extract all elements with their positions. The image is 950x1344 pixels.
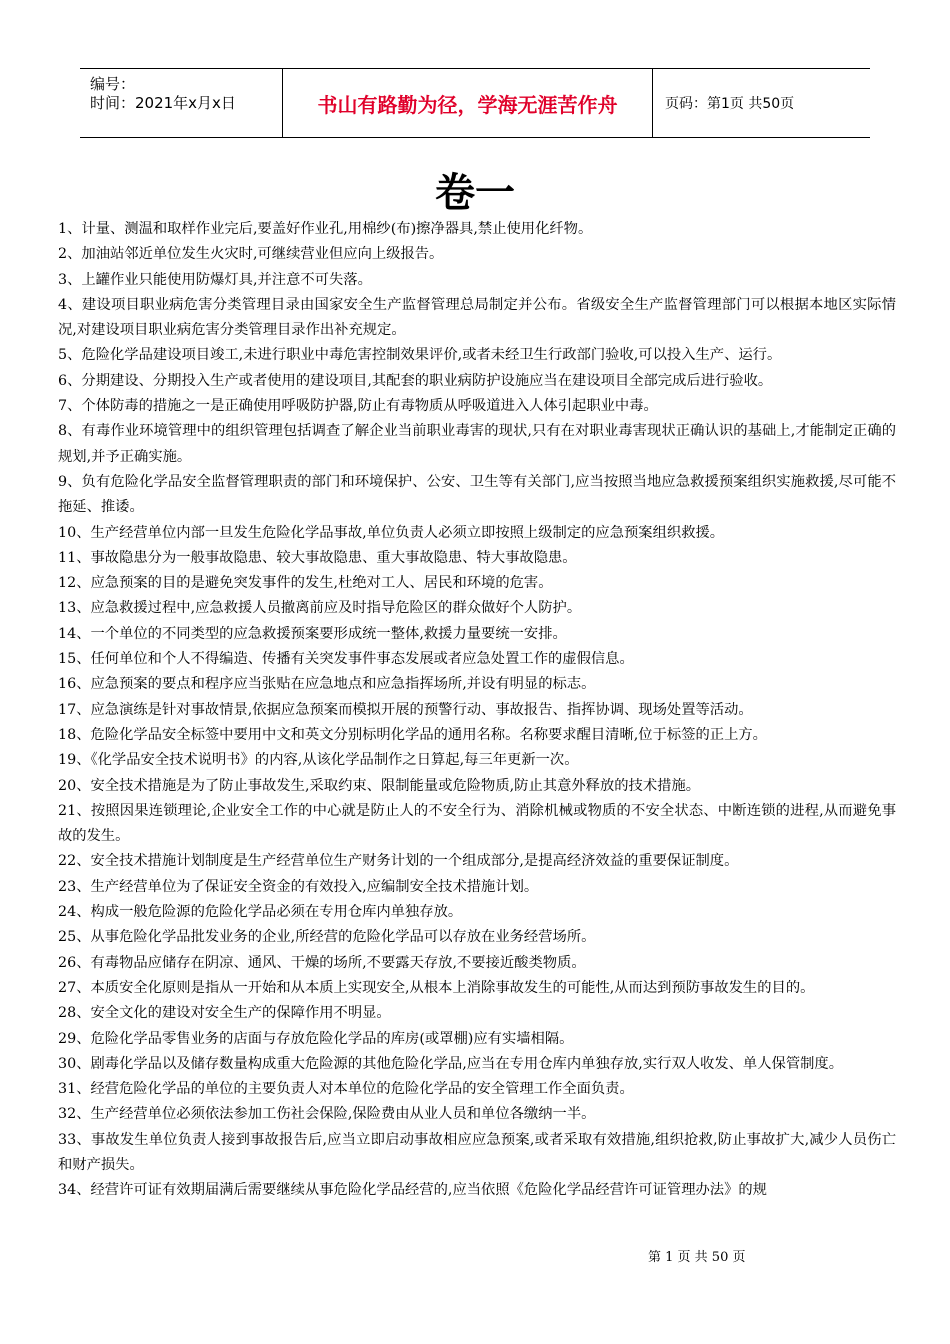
document-date: 时间：2021年x月x日 xyxy=(90,94,236,112)
question-item: 20、安全技术措施是为了防止事故发生,采取约束、限制能量或危险物质,防止其意外释放的技术措施。 xyxy=(58,777,701,794)
question-item: 9、负有危险化学品安全监督管理职责的部门和环境保护、公安、卫生等有关部门,应当按照当地应急救援预案组织实施救援,尽可能不拖延、推诿。 xyxy=(58,473,896,516)
question-item: 25、从事危险化学品批发业务的企业,所经营的危险化学品可以存放在业务经营场所。 xyxy=(58,929,596,946)
question-item: 19、《化学品安全技术说明书》的内容,从该化学品制作之日算起,每三年更新一次。 xyxy=(58,752,579,769)
question-item: 27、本质安全化原则是指从一开始和从本质上实现安全,从根本上消除事故发生的可能性,从而达到预防事故发生的目的。 xyxy=(58,979,815,996)
question-item: 11、事故隐患分为一般事故隐患、较大事故隐患、重大事故隐患、特大事故隐患。 xyxy=(58,549,577,566)
question-item: 17、应急演练是针对事故情景,依据应急预案而模拟开展的预警行动、事故报告、指挥协调、现场处置等活动。 xyxy=(58,701,753,718)
question-item: 16、应急预案的要点和程序应当张贴在应急地点和应急指挥场所,并设有明显的标志。 xyxy=(58,676,596,693)
question-item: 21、按照因果连锁理论,企业安全工作的中心就是防止人的不安全行为、消除机械或物质的不安全状态、中断连锁的进程,从而避免事故的发生。 xyxy=(58,802,896,845)
question-item: 33、事故发生单位负责人接到事故报告后,应当立即启动事故相应应急预案,或者采取有效措施,组织抢救,防止事故扩大,减少人员伤亡和财产损失。 xyxy=(58,1131,896,1173)
question-item: 15、任何单位和个人不得编造、传播有关突发事件事态发展或者应急处置工作的虚假信息。 xyxy=(58,651,634,668)
question-item: 6、分期建设、分期投入生产或者使用的建设项目,其配套的职业病防护设施应当在建设项目全部完成后进行验收。 xyxy=(58,372,773,389)
document-number: 编号： xyxy=(90,75,136,93)
question-item: 31、经营危险化学品的单位的主要负责人对本单位的危险化学品的安全管理工作全面负责。 xyxy=(58,1081,634,1098)
question-item: 4、建设项目职业病危害分类管理目录由国家安全生产监督管理总局制定并公布。省级安全生产监督管理部门可以根据本地区实际情况,对建设项目职业病危害分类管理目录作出补充规定。 xyxy=(58,296,896,339)
question-item: 5、危险化学品建设项目竣工,未进行职业中毒危害控制效果评价,或者未经卫生行政部门验收,可以投入生产、运行。 xyxy=(58,347,782,364)
question-item: 8、有毒作业环境管理中的组织管理包括调查了解企业当前职业毒害的现状,只有在对职业毒害现状正确认识的基础上,才能制定正确的规划,并予正确实施。 xyxy=(58,423,896,465)
question-item: 10、生产经营单位内部一旦发生危险化学品事故,单位负责人必须立即按照上级制定的应急预案组织救援。 xyxy=(58,524,725,541)
question-item: 18、危险化学品安全标签中要用中文和英文分别标明化学品的通用名称。名称要求醒目清晰,位于标签的正上方。 xyxy=(58,726,767,743)
question-item: 30、剧毒化学品以及储存数量构成重大危险源的其他危险化学品,应当在专用仓库内单独存放,实行双人收发、单人保管制度。 xyxy=(58,1055,844,1072)
header-page-code: 页码：第1页 共50页 xyxy=(665,96,795,112)
question-item: 28、安全文化的建设对安全生产的保障作用不明显。 xyxy=(58,1005,391,1022)
question-item: 29、危险化学品零售业务的店面与存放危险化学品的库房(或罩棚)应有实墙相隔。 xyxy=(58,1030,574,1047)
question-item: 32、生产经营单位必须依法参加工伤社会保险,保险费由从业人员和单位各缴纳一半。 xyxy=(58,1106,596,1123)
question-item: 26、有毒物品应储存在阴凉、通风、干燥的场所,不要露天存放,不要接近酸类物质。 xyxy=(58,954,586,971)
question-list xyxy=(58,217,896,1204)
question-item: 13、应急救援过程中,应急救援人员撤离前应及时指导危险区的群众做好个人防护。 xyxy=(58,600,582,617)
question-item: 1、计量、测温和取样作业完后,要盖好作业孔,用棉纱(布)擦净器具,禁止使用化纤物。 xyxy=(58,221,593,237)
question-item: 7、个体防毒的措施之一是正确使用呼吸防护器,防止有毒物质从呼吸道进入人体引起职业中毒。 xyxy=(58,398,658,415)
question-item: 2、加油站邻近单位发生火灾时,可继续营业但应向上级报告。 xyxy=(58,246,444,263)
page-footer: 第 1 页 共 50 页 xyxy=(648,1250,746,1265)
question-item: 22、安全技术措施计划制度是生产经营单位生产财务计划的一个组成部分,是提高经济效益的重要保证制度。 xyxy=(58,853,739,870)
header-motto: 书山有路勤为径，学海无涯苦作舟 xyxy=(283,69,653,137)
question-item: 24、构成一般危险源的危险化学品必须在专用仓库内单独存放。 xyxy=(58,904,463,921)
question-item: 12、应急预案的目的是避免突发事件的发生,杜绝对工人、居民和环境的危害。 xyxy=(58,575,553,592)
header-meta xyxy=(80,69,283,137)
question-item: 3、上罐作业只能使用防爆灯具,并注意不可失落。 xyxy=(58,271,372,288)
page-header xyxy=(80,68,870,138)
question-item: 23、生产经营单位为了保证安全资金的有效投入,应编制安全技术措施计划。 xyxy=(58,878,539,895)
question-item: 34、经营许可证有效期届满后需要继续从事危险化学品经营的,应当依照《危险化学品经营许可证管理办法》的规 xyxy=(58,1182,767,1199)
question-item: 14、一个单位的不同类型的应急救援预案要形成统一整体,救援力量要统一安排。 xyxy=(58,625,567,642)
page-title: 卷一 xyxy=(435,170,515,216)
